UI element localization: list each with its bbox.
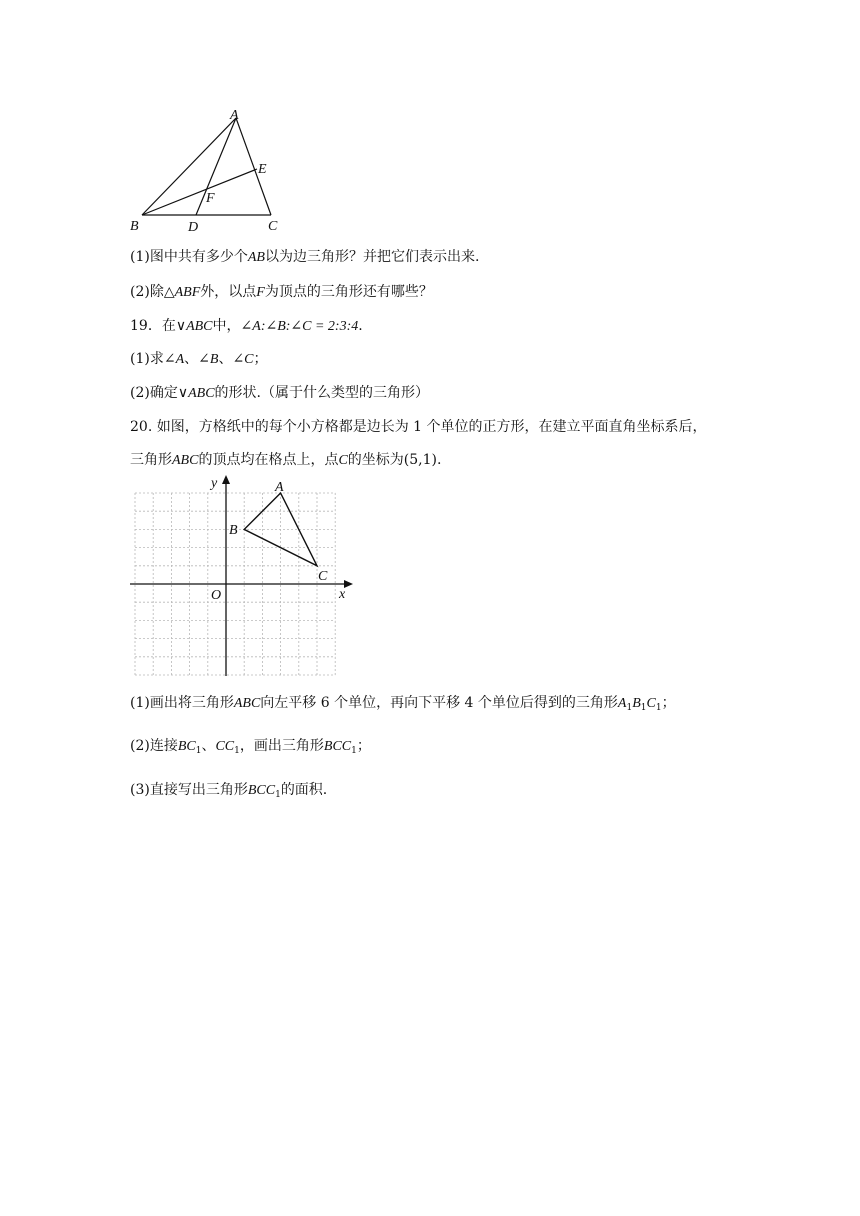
axis-label-x: x [339, 587, 346, 602]
label-c: C [268, 219, 278, 234]
label-f: F [206, 191, 215, 206]
q20-part1: (1)画出将三角形ABC向左平移 6 个单位，再向下平移 4 个单位后得到的三角形$A_1B_1C_1$； [130, 695, 676, 713]
segment-ad [196, 118, 236, 215]
y-axis-arrow [222, 475, 230, 484]
q20-stem-line2: 三角形ABC的顶点均在格点上，点C的坐标为(5,1). [130, 452, 442, 468]
label-a: A [230, 108, 239, 123]
x-axis-arrow [344, 580, 353, 588]
label-b: B [130, 219, 139, 234]
q20-part3: (3)直接写出三角形$BCC_1$的面积. [130, 782, 328, 800]
q19-part1: (1)求∠A、∠B、∠C； [130, 351, 268, 367]
q19-stem: 19．在∨ABC中，∠A:∠B:∠C = 2:3:4. [130, 318, 363, 334]
label-d: D [188, 220, 199, 235]
triangle-figure [120, 105, 300, 235]
vertex-label-b: B [229, 523, 238, 538]
origin-label: O [211, 588, 222, 603]
axis-label-y: y [211, 476, 218, 491]
coordinate-grid-figure [125, 474, 360, 682]
q20-stem-line1: 20. 如图，方格纸中的每个小方格都是边长为 1 个单位的正方形，在建立平面直角坐标系后， [130, 419, 707, 435]
q20-part2: (2)连接$BC_1$、$CC_1$，画出三角形$BCC_1$； [130, 738, 371, 756]
vertex-label-a: A [275, 480, 284, 495]
segment-ab [142, 118, 236, 215]
vertex-label-c: C [318, 569, 328, 584]
segment-be [142, 169, 257, 215]
q18-part2: (2)除△ABF外，以点F为顶点的三角形还有哪些？ [130, 284, 433, 300]
q18-part1: (1)图中共有多少个AB以为边三角形？并把它们表示出来. [130, 249, 480, 265]
q19-part2: (2)确定∨ABC的形状.（属于什么类型的三角形） [130, 385, 429, 401]
label-e: E [258, 162, 267, 177]
